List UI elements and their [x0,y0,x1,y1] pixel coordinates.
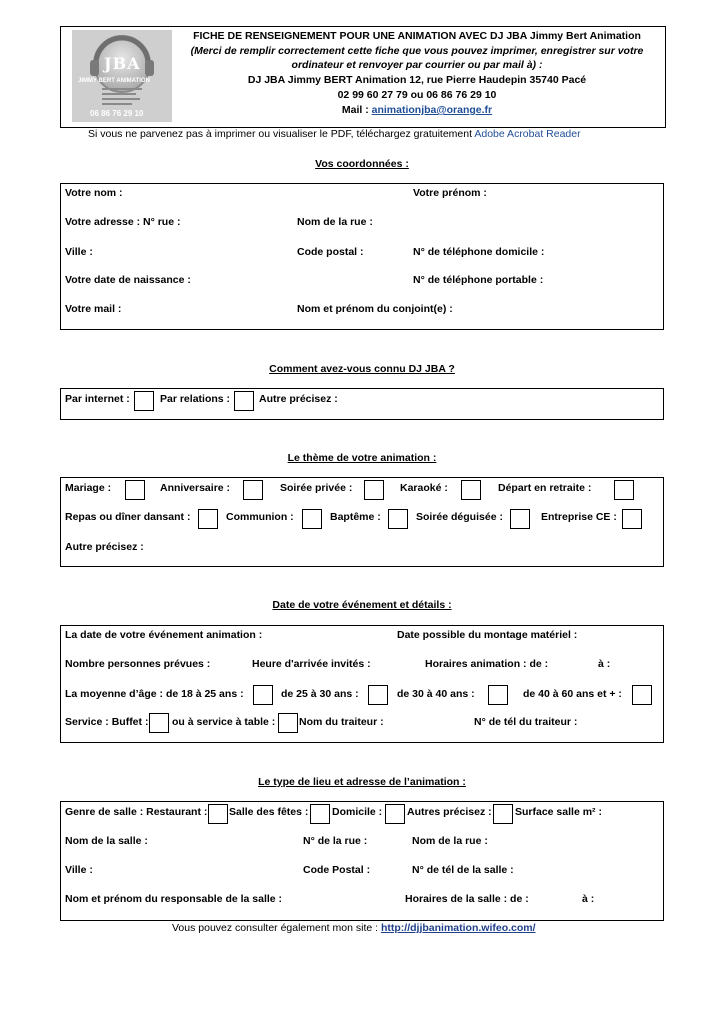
label-age-25-30: de 25 à 30 ans : [281,688,359,700]
checkbox-retraite[interactable] [614,480,634,500]
label-autres-lieu: Autres précisez : [407,806,492,818]
label-autre-theme: Autre précisez : [65,541,144,553]
section-heading-evenement: Date de votre événement et détails : [272,599,452,611]
pdf-note-text: Si vous ne parvenez pas à imprimer ou visualiser le PDF, téléchargez gratuitement [88,128,473,140]
footer-text: Vous pouvez consulter également mon site : [172,922,379,934]
section-heading-connu: Comment avez-vous connu DJ JBA ? [269,363,455,375]
checkbox-internet[interactable] [134,391,154,411]
header-mail [172,104,662,116]
label-ville: Ville : [65,246,93,258]
label-age-40-60: de 40 à 60 ans et + : [523,688,622,700]
checkbox-age-18-25[interactable] [253,685,273,705]
logo-initials: JBA [104,54,141,73]
label-anniversaire: Anniversaire : [160,482,231,494]
mail-label: Mail : [341,104,369,116]
label-service-table: ou à service à table : [172,716,276,728]
label-bapteme: Baptême : [330,511,381,523]
label-internet: Par internet : [65,393,130,405]
label-personnes: Nombre personnes prévues : [65,658,211,670]
label-tel-domicile: N° de téléphone domicile : [413,246,545,258]
label-nom-rue-salle: Nom de la rue : [412,835,488,847]
acrobat-link[interactable]: Adobe Acrobat Reader [474,128,581,140]
checkbox-age-30-40[interactable] [488,685,508,705]
checkbox-service-table[interactable] [278,713,298,733]
label-code-postal-salle: Code Postal : [303,864,371,876]
label-communion: Communion : [226,511,294,523]
label-mail: Votre mail : [65,303,122,315]
label-karaoke: Karaoké : [400,482,448,494]
label-age-30-40: de 30 à 40 ans : [397,688,475,700]
section-heading-theme: Le thème de votre animation : [287,452,437,464]
label-relations: Par relations : [160,393,231,405]
label-retraite: Départ en retraite : [498,482,592,494]
label-arrivee: Heure d'arrivée invités : [252,658,371,670]
checkbox-entreprise[interactable] [622,509,642,529]
checkbox-domicile[interactable] [385,804,405,824]
header-title: FICHE DE RENSEIGNEMENT POUR UNE ANIMATION AVEC DJ JBA Jimmy Bert Animation [193,30,641,42]
label-surface: Surface salle m² : [515,806,602,818]
label-autre-connu: Autre précisez : [259,393,338,405]
label-entreprise: Entreprise CE : [541,511,617,523]
label-repas: Repas ou dîner dansant : [65,511,191,523]
label-soiree-privee: Soirée privée : [280,482,353,494]
header-phones: 02 99 60 27 79 ou 06 86 76 29 10 [337,89,497,101]
checkbox-karaoke[interactable] [461,480,481,500]
checkbox-age-25-30[interactable] [368,685,388,705]
label-nom-rue: Nom de la rue : [297,216,373,228]
footer [172,922,536,934]
label-age-18-25: La moyenne d’âge : de 18 à 25 ans : [65,688,244,700]
logo-phone: 06 86 76 29 10 [90,109,144,118]
section-heading-lieu: Le type de lieu et adresse de l’animation : [258,776,466,788]
label-adresse: Votre adresse : N° rue : [65,216,181,228]
logo [72,30,172,122]
mail-link[interactable]: animationjba@orange.fr [371,104,493,116]
section-heading-coordonnees: Vos coordonnées : [315,158,409,170]
checkbox-relations[interactable] [234,391,254,411]
label-domicile: Domicile : [332,806,383,818]
label-restaurant: Genre de salle : Restaurant : [65,806,208,818]
label-horaires: Horaires animation : de : [425,658,549,670]
logo-text: JIMMY BERT ANIMATION [78,78,150,84]
checkbox-buffet[interactable] [149,713,169,733]
label-naissance: Votre date de naissance : [65,274,191,286]
checkbox-repas[interactable] [198,509,218,529]
label-responsable: Nom et prénom du responsable de la salle : [65,893,283,905]
checkbox-soiree-privee[interactable] [364,480,384,500]
label-ville-salle: Ville : [65,864,93,876]
checkbox-salle-fetes[interactable] [310,804,330,824]
checkbox-restaurant[interactable] [208,804,228,824]
label-tel-salle: N° de tél de la salle : [412,864,514,876]
checkbox-autres-lieu[interactable] [493,804,513,824]
header-address: DJ JBA Jimmy BERT Animation 12, rue Pierre Haudepin 35740 Pacé [247,74,587,86]
label-horaires-salle: Horaires de la salle : de : [405,893,529,905]
label-montage: Date possible du montage matériel : [397,629,578,641]
checkbox-anniversaire[interactable] [243,480,263,500]
header-subtitle-2: ordinateur et renvoyer par courrier ou par mail à) : [291,59,543,71]
label-date-evenement: La date de votre événement animation : [65,629,263,641]
label-salle-fetes: Salle des fêtes : [229,806,309,818]
label-code-postal: Code postal : [297,246,364,258]
checkbox-age-40-60[interactable] [632,685,652,705]
checkbox-mariage[interactable] [125,480,145,500]
label-buffet: Service : Buffet : [65,716,149,728]
pdf-note [88,128,581,140]
label-conjoint: Nom et prénom du conjoint(e) : [297,303,453,315]
label-prenom: Votre prénom : [413,187,487,199]
label-traiteur: Nom du traiteur : [299,716,384,728]
label-horaires-salle-a: à : [582,893,595,905]
label-horaires-a: à : [598,658,611,670]
checkbox-communion[interactable] [302,509,322,529]
label-num-rue-salle: N° de la rue : [303,835,368,847]
checkbox-deguisee[interactable] [510,509,530,529]
label-deguisee: Soirée déguisée : [416,511,503,523]
label-mariage: Mariage : [65,482,112,494]
label-tel-traiteur: N° de tél du traiteur : [474,716,578,728]
header-subtitle-1: (Merci de remplir correctement cette fiche que vous pouvez imprimer, enregistrer sur votre [190,45,644,57]
checkbox-bapteme[interactable] [388,509,408,529]
site-link[interactable]: http://djjbanimation.wifeo.com/ [380,922,536,934]
label-nom: Votre nom : [65,187,123,199]
label-nom-salle: Nom de la salle : [65,835,148,847]
label-tel-portable: N° de téléphone portable : [413,274,544,286]
